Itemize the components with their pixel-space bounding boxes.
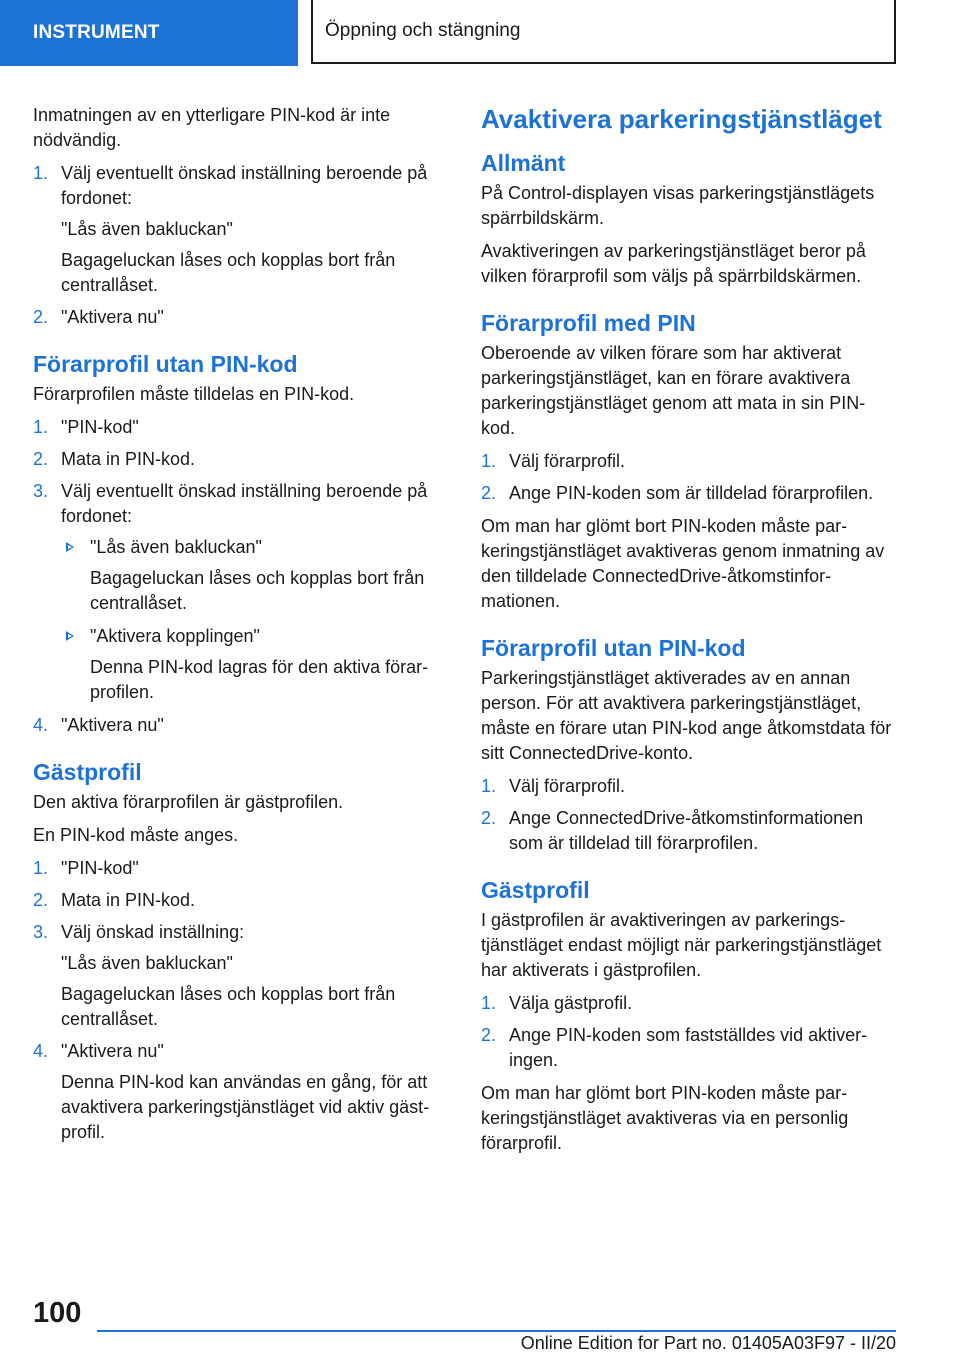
step-text: Mata in PIN-kod. [61, 890, 196, 910]
section-paragraph: Oberoende av vilken förare som har aktiverat parkeringstjänstläget, kan en förare avaktivera parkeringstjänstläget genom att mata in sin PIN-kod. [481, 343, 866, 438]
step-number: 2. [33, 890, 49, 910]
step-option: "Lås även bakluckan" [61, 219, 233, 239]
section-paragraph: Avaktiveringen av parkeringstjänstläget beror på vilken förarprofil som väljs på spärrbildskärmen. [481, 241, 866, 286]
section-title-general: Allmänt [481, 150, 566, 176]
step-text: "PIN-kod" [61, 858, 139, 878]
option-bullet-list [61, 535, 448, 705]
section-paragraph: Parkeringstjänstläget aktiverades av en annan person. För att avaktivera parkeringstjänstläget, måste en förare utan PIN-kod ange åtkomstdata för sitt ConnectedDrive-konto. [481, 668, 892, 763]
step-text: Ange PIN-koden som fastställdes vid aktiveringen. [509, 1025, 868, 1070]
page-title: Avaktivera parkeringstjänstläget [481, 104, 882, 134]
page-number: 100 [33, 1297, 82, 1329]
list-item [481, 449, 896, 474]
step-text: "Aktivera nu" [61, 1041, 164, 1061]
step-description: Denna PIN-kod kan användas en gång, för att avaktivera parkeringstjänstläget vid aktiv gästprofil. [61, 1072, 430, 1142]
section-title-driver-with-pin: Förarprofil med PIN [481, 310, 696, 336]
step-number: 3. [33, 481, 49, 501]
step-number: 2. [481, 483, 497, 503]
header-section-label: INSTRUMENT [33, 22, 160, 43]
list-item [33, 161, 448, 298]
bullet-description: Denna PIN-kod lagras för den aktiva förarprofilen. [90, 657, 429, 702]
step-number: 2. [33, 449, 49, 469]
step-number: 2. [481, 808, 497, 828]
step-number: 4. [33, 715, 49, 735]
step-number: 1. [481, 451, 497, 471]
step-text: Välj eventuellt önskad inställning beroende på fordonet: [61, 481, 428, 526]
step-text: Välj önskad inställning: [61, 922, 245, 942]
step-text: Ange PIN-koden som är tilldelad förarprofilen. [509, 483, 874, 503]
bullet-title: "Aktivera kopplingen" [90, 626, 260, 646]
step-number: 3. [33, 922, 49, 942]
section-intro: Förarprofilen måste tilldelas en PIN-kod. [33, 384, 355, 404]
triangle-bullet-icon [66, 631, 74, 641]
intro-paragraph: Inmatningen av en ytterligare PIN-kod är inte nödvändig. [33, 105, 391, 150]
step-text: "Aktivera nu" [61, 715, 164, 735]
step-text: Mata in PIN-kod. [61, 449, 196, 469]
step-number: 2. [481, 1025, 497, 1045]
header-chapter-label: Öppning och stängning [325, 20, 521, 41]
list-item [481, 774, 896, 799]
list-item [33, 447, 448, 472]
footer-divider [97, 1330, 896, 1332]
list-item [481, 991, 896, 1016]
step-description: Bagageluckan låses och kopplas bort från centrallåset. [61, 984, 396, 1029]
list-item [33, 305, 448, 330]
step-number: 1. [33, 163, 49, 183]
step-number: 4. [33, 1041, 49, 1061]
list-item [33, 479, 448, 705]
steps-list-with-pin [481, 449, 896, 506]
step-text: Välja gästprofil. [509, 993, 633, 1013]
step-text: Ange ConnectedDrive-åtkomstinformationen som är tilldelad till förarprofilen. [509, 808, 864, 853]
steps-list-initial [33, 161, 448, 330]
list-item [481, 481, 896, 506]
list-item [33, 713, 448, 738]
list-item [33, 920, 448, 1032]
right-column [481, 103, 896, 1164]
list-item [481, 1023, 896, 1073]
section-title-driver-without-pin: Förarprofil utan PIN-kod [481, 635, 746, 661]
section-paragraph: I gästprofilen är avaktiveringen av parkeringstjänstläget endast möjligt när parkeringstjänstläget har aktiverats i gästprofilen. [481, 910, 882, 980]
triangle-bullet-icon [66, 542, 74, 552]
section-paragraph: På Control-displayen visas parkeringstjänstlägets spärrbildskärm. [481, 183, 875, 228]
bullet-item [61, 535, 448, 616]
step-text: Välj eventuellt önskad inställning beroende på fordonet: [61, 163, 428, 208]
step-text: "Aktivera nu" [61, 307, 164, 327]
header-section-tab [0, 0, 298, 66]
steps-list-guest [33, 856, 448, 1145]
steps-list-without-pin [481, 774, 896, 856]
list-item [33, 415, 448, 440]
section-paragraph: Den aktiva förarprofilen är gästprofilen. [33, 792, 344, 812]
section-title-guest-profile: Gästprofil [33, 759, 142, 785]
step-text: Välj förarprofil. [509, 451, 626, 471]
section-title-driver-no-pin: Förarprofil utan PIN-kod [33, 351, 298, 377]
step-text: "PIN-kod" [61, 417, 139, 437]
step-option: "Lås även bakluckan" [61, 953, 233, 973]
step-text: Välj förarprofil. [509, 776, 626, 796]
list-item [33, 888, 448, 913]
list-item [33, 856, 448, 881]
left-column [33, 103, 448, 1153]
step-number: 1. [33, 858, 49, 878]
section-paragraph: Om man har glömt bort PIN-koden måste parkeringstjänstläget avaktiveras via en personlig förarprofil. [481, 1083, 849, 1153]
section-paragraph: Om man har glömt bort PIN-koden måste parkeringstjänstläget avaktiveras genom inmatning av den tilldelade ConnectedDrive-åtkomstinformationen. [481, 516, 885, 611]
header-chapter-box [311, 0, 896, 64]
footer-edition-text: Online Edition for Part no. 01405A03F97 - II/20 [520, 1333, 896, 1353]
bullet-item [61, 624, 448, 705]
steps-list-guest-deactivate [481, 991, 896, 1073]
list-item [481, 806, 896, 856]
step-number: 1. [481, 776, 497, 796]
steps-list-driver-no-pin [33, 415, 448, 738]
step-number: 1. [33, 417, 49, 437]
step-number: 1. [481, 993, 497, 1013]
bullet-description: Bagageluckan låses och kopplas bort från centrallåset. [90, 568, 425, 613]
section-paragraph: En PIN-kod måste anges. [33, 825, 239, 845]
step-number: 2. [33, 307, 49, 327]
section-title-guest-profile-deactivate: Gästprofil [481, 877, 590, 903]
list-item [33, 1039, 448, 1145]
step-description: Bagageluckan låses och kopplas bort från centrallåset. [61, 250, 396, 295]
bullet-title: "Lås även bakluckan" [90, 537, 262, 557]
